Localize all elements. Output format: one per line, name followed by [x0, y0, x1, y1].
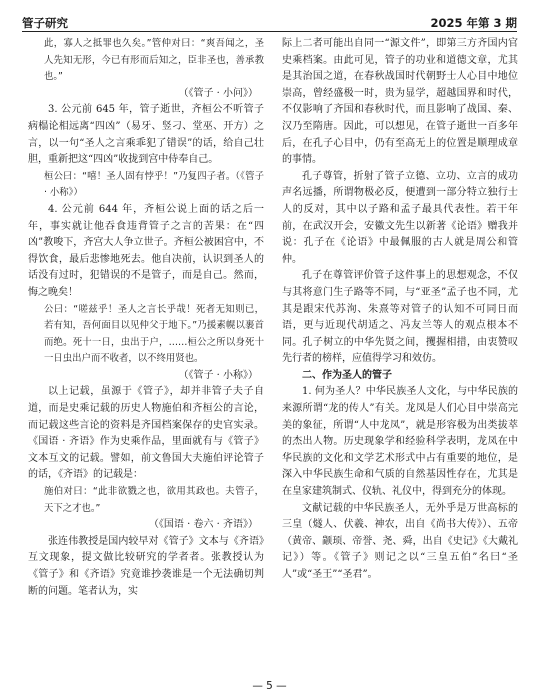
left-column	[28, 36, 264, 600]
paragraph-sages-records: 文献记载的中华民族圣人，无外乎是万世高标的三皇（燧人、伏羲、神农，出自《尚书大传》）、五帝（黄帝、颛顼、帝誉、尧、舜，出自《史记》《大戴礼记》）等。《管子》则记之以“三皇五伯”名曰“圣人”或“圣王”“圣君”。	[282, 502, 518, 580]
issue-label: 2025 年第 3 期	[430, 16, 517, 30]
right-column	[282, 36, 518, 584]
quote-xiaocheng-1: 桓公曰：“嘻！圣人固有悖乎！”乃复四子者。（《管子 · 小称》）	[43, 170, 264, 199]
source-xiaowen: （《管子 · 小问》）	[178, 87, 258, 99]
source-xiaocheng: （《管子 · 小称》）	[178, 369, 258, 381]
paragraph-zhang: 张连伟教授是国内较早对《管子》文本与《齐语》互文现象，提文做比较研究的学者者。张教授认为《管子》和《齐语》究竟谁抄袭谁是一个无法确切判断的问题。笔者认为，实	[28, 535, 264, 597]
paragraph-confucius-view: 孔子在尊管评价管子这件事上的思想观念，不仅与其将意门生子路等不同，与“亚圣”孟子也不同，尤其是跟宋代苏洵、朱熹等对管子的认知不可同日而语，更与近现代胡适之、冯友兰等人的观点根本不同。孔子树立的中华先贤之间，攫握相措，由衷赞叹先行者的榜样，应值得学习和效仿。	[282, 270, 518, 365]
paragraph-item-3: 3. 公元前 645 年，管子逝世，齐桓公不听管子病榻论相远离“四凶”（易牙、竖刁、堂巫、开方）之言，以一句“圣人之言乘乖犯了错误”的话，给自己壮胆，重新把这“四凶”收拢到宫中侍奉自己。	[28, 104, 264, 166]
journal-title: 管子研究	[22, 16, 68, 30]
paragraph-confucius-respect: 孔子尊管，折射了管子立德、立功、立言的成功声名远播，所谓物极必反，便遭到一部分特立独行士人的反对，其中以子路和孟子最具代表性。若干年前，在武汉开会，安徽文先生以新著《论语》赠我并说：孔子在《论语》中最佩服的古人就是周公和管仲。	[282, 170, 518, 265]
quote-qiyu: 施伯对曰：“此非欲戮之也，欲用其政也。夫管子，天下之才也。”	[43, 486, 264, 514]
paragraph-item-4: 4. 公元前 644 年，齐桓公说上面的话之后一年，事实就让他吞食违背管子之言的苦果：在“四凶”教唆下，齐宫大人争立世子。齐桓公被困宫中，不得饮食，最后悲惨地死去。他自决前，认识到圣人的话没有过时，犯错误的不是管子，而是自己。然而，悔之晚矣！	[28, 203, 264, 298]
page-number: — 5 —	[252, 680, 287, 692]
quote-xiaowen: 此，寡人之抵罪也久矣。”管仲对曰：“爽吾闻之，圣人先知无形，今已有形而后知之，臣非圣也，善承教也。”	[43, 38, 264, 83]
section-heading: 二、作为圣人的管子	[302, 369, 392, 381]
paragraph-continued: 际上二者可能出自同一“源文件”，即第三方齐国内官史乘档案。由此可见，管子的功业和道德文章，尤其是其治国之道，在春秋战国时代朝野士人心目中地位崇高，曾经盛极一时，贵为显学，超越国界和时代，不仅影响了齐国和春秋时代，而且影响了战国、秦、汉乃至隋唐。因此，可以想见，在管子逝世一百多年后，在孔子心目中，仍有至高无上的位置是顺理成章的事情。	[282, 38, 518, 166]
header-rule	[22, 31, 517, 32]
paragraph-what-is-sage: 1. 何为圣人？中华民族圣人文化，与中华民族的来源所谓“龙的传人”有关。龙凤是人们心目中崇高完美的象征，所谓“人中龙凤”，就是形容极为出类拔萃的杰出人物。历史现象学和经验科学表明，龙凤在中华民族的文化和文学艺术形式中占有重要的地位，是深入中华民族生命和气质的自然基因性存在，尤其是在皇家建筑制式、仪轨、礼仪中，得到充分的体现。	[282, 386, 518, 498]
source-qiyu: （《国语 · 卷六 · 齐语》）	[148, 519, 258, 531]
quote-xiaocheng-2: 公曰：“嗟兹乎！圣人之言长乎哉！死者无知则已，若有知，吾何面目以见仲父于地下。”乃援素幌以裹首而绝。死十一日，虫出于户，……桓公之所以身死十一日虫出户而不收者，以不终用贤也。	[43, 303, 264, 365]
paragraph-records: 以上记载，虽源于《管子》，却并非管子夫子自道，而是史乘记载的历史人物施伯和齐桓公的言论，而记载这些言论的资料是齐国档案保存的史官实录。《国语 · 齐语》作为史乘作品，里面就有与《管子》文本互文的记载。譬如，前文鲁国大夫施伯评论管子的话，《齐语》的记载是：	[28, 386, 264, 481]
running-header	[22, 12, 517, 32]
